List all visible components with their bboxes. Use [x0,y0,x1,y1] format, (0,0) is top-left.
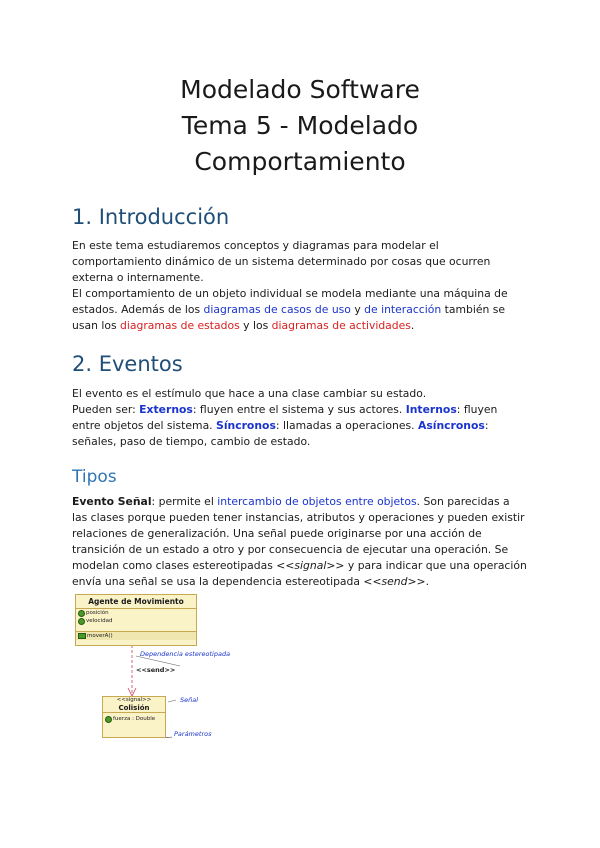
send-stereotype: <<send>> [136,666,176,674]
externos-term: Externos [139,403,193,416]
op-mover: moverA() [76,631,196,640]
intro-paragraph-1: En este tema estudiaremos conceptos y diagramas para modelar el comportamiento dinámico de un sistema determinado por cosas que ocurren externa o internamente. [72,239,491,284]
asincronos-term: Asíncronos [417,419,485,432]
internos-term: Internos [405,403,457,416]
intro-paragraph-2: El comportamiento de un objeto individual se modela mediante una máquina de estados. Además de los diagramas de casos de uso y de interacción también se usan los diagramas de estados y los diagramas de actividades. [72,287,508,332]
link-object-exchange[interactable]: intercambio de objetos entre objetos [217,495,417,508]
colision-signal-class [102,696,166,738]
eventos-paragraph-1: El evento es el estímulo que hace a una clase cambiar su estado. [72,387,427,400]
attribute-icon [105,716,112,723]
link-interaction-diagrams[interactable]: de interacción [364,303,442,316]
sincronos-term: Síncronos [216,419,276,432]
eventos-heading: 2. Eventos [72,352,183,376]
class2-name: Colisión [103,704,165,713]
tipos-heading: Tipos [72,467,117,487]
activity-diagrams-text: diagramas de actividades [271,319,411,332]
attr-velocidad: velocidad [76,617,196,625]
class1-name: Agente de Movimiento [76,595,196,609]
link-use-case-diagrams[interactable]: diagramas de casos de uso [203,303,351,316]
document-title [0,72,600,180]
signal-annotation: Señal [180,696,199,704]
evento-senal-term: Evento Señal [72,495,152,508]
title-line-3: Comportamiento [194,147,406,176]
title-line-1: Modelado Software [180,75,420,104]
state-diagrams-text: diagramas de estados [120,319,240,332]
attr-fuerza: fuerza : Double [103,715,165,723]
dependency-annotation: Dependencia estereotipada [140,650,231,658]
attribute-icon [78,610,85,617]
intro-heading: 1. Introducción [72,205,230,229]
tipos-paragraph: Evento Señal: permite el intercambio de objetos entre objetos. Son parecidas a las clases porque pueden tener instancias, atributos y operaciones y pueden existir relaciones de generalización. Una señal puede originarse por una acción de transición de un estado a otro y por consecuencia de ejecutar una operación. Se modelan como clases estereotipadas <<signal>> y para indicar que una operación envía una señal se usa la dependencia estereotipada <<send>>. [72,495,527,588]
attr-posicion: posición [76,609,196,617]
eventos-paragraph-2: Pueden ser: Externos: fluyen entre el sistema y sus actores. Internos: fluyen entre objetos del sistema. Síncronos: llamadas a operaciones. Asíncronos: señales, paso de tiempo, cambio de estado. [72,403,498,448]
params-annotation: Parámetros [174,730,212,738]
attribute-icon [78,618,85,625]
signal-stereotype: <<signal>> [116,697,152,703]
title-line-2: Tema 5 - Modelado [181,111,419,140]
agente-movimiento-class [75,594,197,646]
operation-icon [78,633,86,639]
uml-signal-diagram [72,590,252,750]
